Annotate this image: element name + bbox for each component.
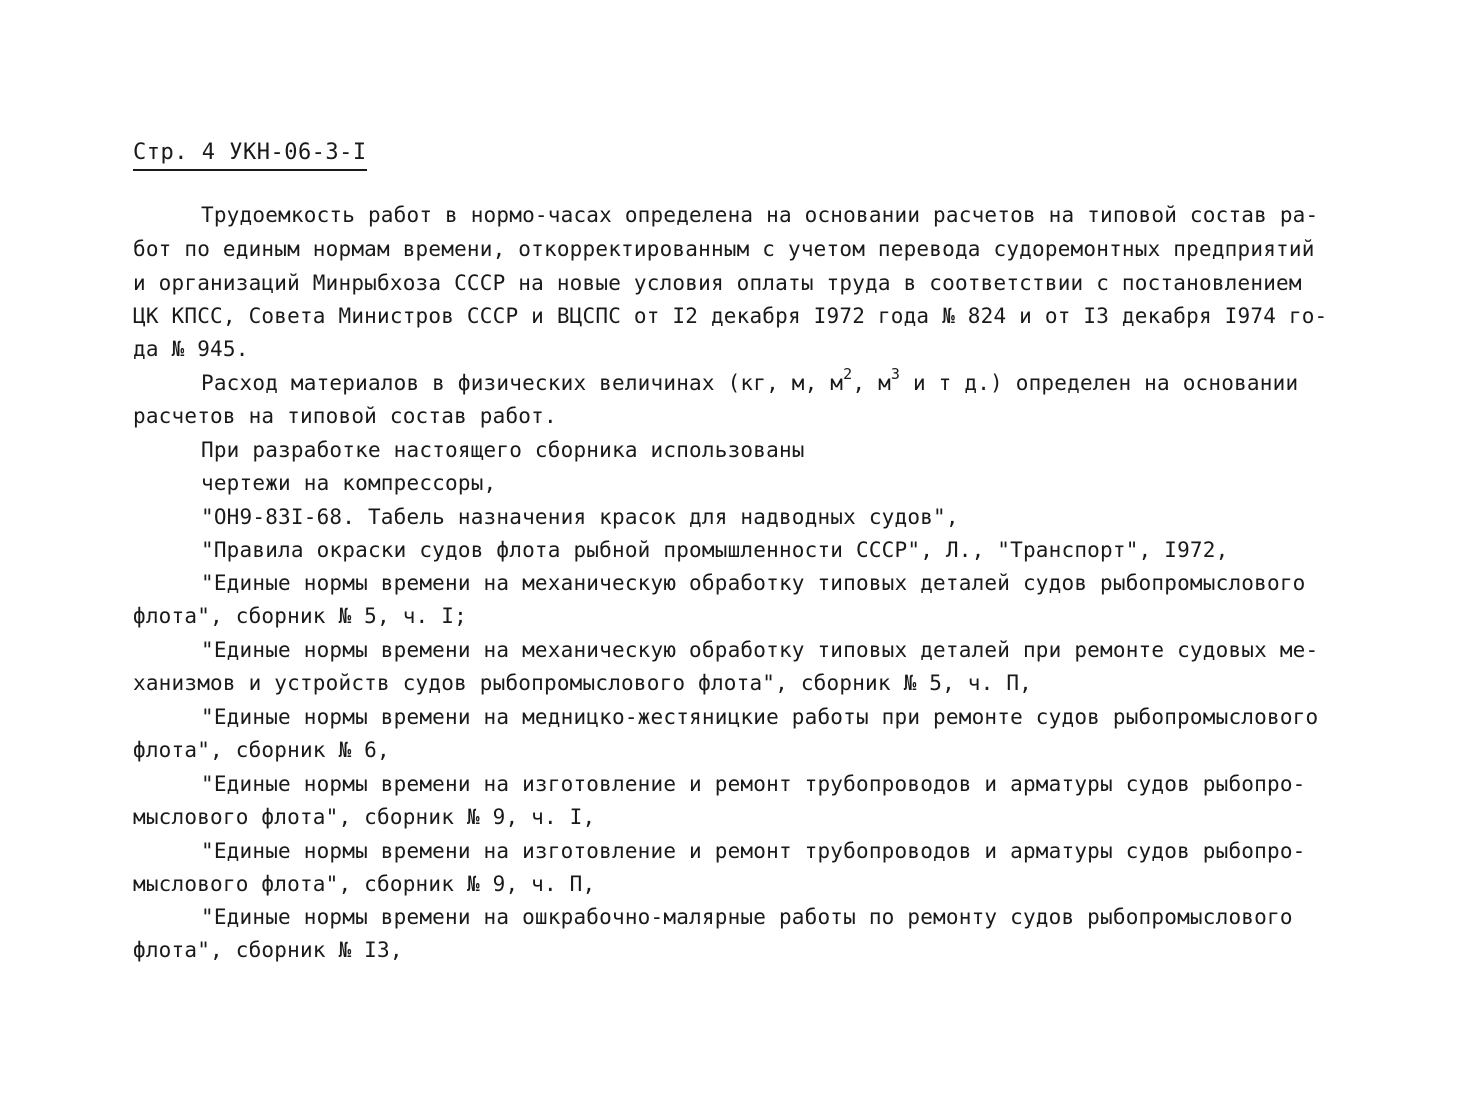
reference-2: "Правила окраски судов флота рыбной промышленности СССР", Л., "Транспорт", I972, xyxy=(201,538,1229,562)
superscript-3: 3 xyxy=(890,365,901,383)
reference-6-line2: мыслового флота", сборник № 9, ч. I, xyxy=(133,805,596,829)
reference-8-line2: флота", сборник № I3, xyxy=(133,938,403,962)
para1-line4: ЦК КПСС, Совета Министров СССР и ВЦСПС от I2 декабря I972 года № 824 и от I3 декабря I974 го- xyxy=(133,304,1328,328)
reference-1: "ОН9-83I-68. Табель назначения красок для надводных судов", xyxy=(201,505,959,529)
para2-line2: расчетов на типовой состав работ. xyxy=(133,404,557,428)
reference-5-line1: "Единые нормы времени на медницко-жестяницкие работы при ремонте судов рыбопромыслового xyxy=(201,705,1319,729)
para2-line1 xyxy=(201,365,1299,398)
reference-7-line2: мыслового флота", сборник № 9, ч. П, xyxy=(133,872,596,896)
para3-line2: чертежи на компрессоры, xyxy=(201,471,497,495)
para1-line5: да № 945. xyxy=(133,337,249,361)
reference-6-line1: "Единые нормы времени на изготовление и ремонт трубопроводов и арматуры судов рыбопро- xyxy=(201,772,1306,796)
para1-line2: бот по единым нормам времени, откорректированным с учетом перевода судоремонтных предприятий xyxy=(133,237,1315,261)
reference-4-line1: "Единые нормы времени на механическую обработку типовых деталей при ремонте судовых ме- xyxy=(201,638,1319,662)
reference-4-line2: ханизмов и устройств судов рыбопромыслового флота", сборник № 5, ч. П, xyxy=(133,671,1033,695)
para1-line3: и организаций Минрыбхоза СССР на новые условия оплаты труда в соответствии с постановлением xyxy=(133,271,1302,295)
page-header: Стр. 4 УКН-06-3-I xyxy=(133,138,367,171)
reference-8-line1: "Единые нормы времени на ошкрабочно-малярные работы по ремонту судов рыбопромыслового xyxy=(201,905,1293,929)
reference-7-line1: "Единые нормы времени на изготовление и ремонт трубопроводов и арматуры судов рыбопро- xyxy=(201,839,1306,863)
para2-text-b: , м xyxy=(852,371,891,395)
para3-line1: При разработке настоящего сборника использованы xyxy=(201,438,805,462)
superscript-2: 2 xyxy=(843,365,853,383)
para2-text-a: Расход материалов в физических величинах (кг, м, м xyxy=(201,371,844,395)
para2-text-c: и т д.) определен на основании xyxy=(900,371,1299,395)
reference-3-line2: флота", сборник № 5, ч. I; xyxy=(133,604,467,628)
para1-line1: Трудоемкость работ в нормо-часах определена на основании расчетов на типовой состав ра- xyxy=(201,203,1319,227)
reference-5-line2: флота", сборник № 6, xyxy=(133,738,390,762)
reference-3-line1: "Единые нормы времени на механическую обработку типовых деталей судов рыбопромыслового xyxy=(201,571,1306,595)
